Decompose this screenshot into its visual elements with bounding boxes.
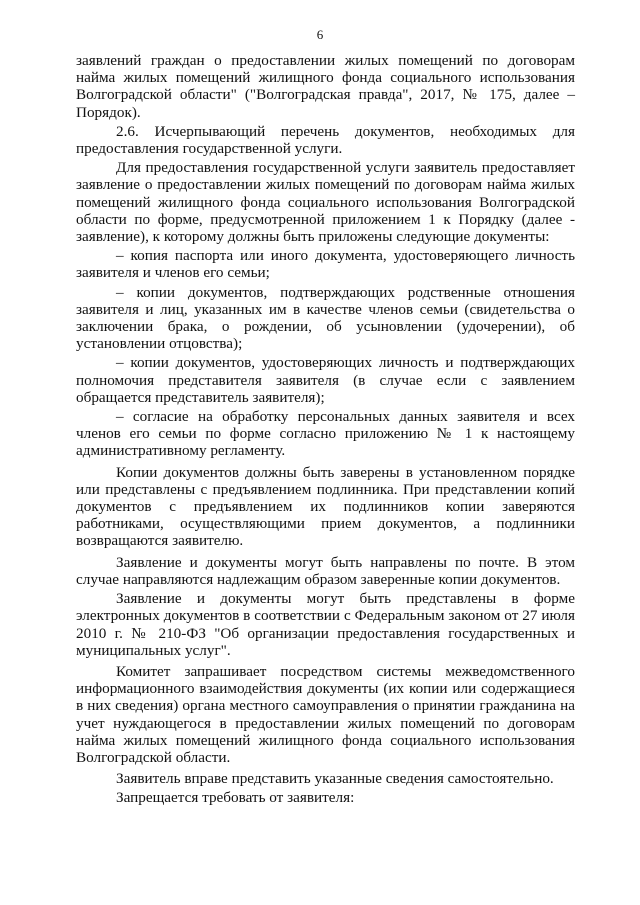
paragraph-postal-submission: Заявление и документы могут быть направлены по почте. В этом случае направляются надлежащим образом заверенные копии документов. (76, 553, 575, 588)
list-item-representative-documents: – копии документов, удостоверяющих личность и подтверждающих полномочия представителя заявителя (в случае если с заявлением обращается представитель заявителя); (76, 354, 575, 406)
document-body (76, 52, 575, 807)
list-item-personal-data-consent: – согласие на обработку персональных данных заявителя и всех членов его семьи по форме согласно приложению № 1 к настоящему административному регламенту. (76, 408, 575, 460)
paragraph-copy-certification: Копии документов должны быть заверены в установленном порядке или представлены с предъявлением подлинника. При представлении копий документов с предъявлением их подлинников копии заверяются работниками, осуществляющими прием документов, а подлинники возвращаются заявителю. (76, 463, 575, 550)
paragraph-self-submission: Заявитель вправе представить указанные сведения самостоятельно. (116, 770, 554, 788)
paragraph-interagency-request: Комитет запрашивает посредством системы межведомственного информационного взаимодействия документы (их копии или содержащиеся в них сведения) органа местного самоуправления о принятии гражданина на учет нуждающегося в предоставлении жилых помещений по договорам найма жилых помещений жилищного фонда социального использования Волгоградской области. (76, 662, 575, 766)
list-item-passport: – копия паспорта или иного документа, удостоверяющего личность заявителя и членов его семьи; (76, 247, 575, 282)
paragraph-prohibited-requirements: Запрещается требовать от заявителя: (116, 789, 355, 807)
page-number: 6 (316, 27, 324, 42)
list-item-kinship-documents: – копии документов, подтверждающих родственные отношения заявителя и лиц, указанных им в качестве членов семьи (свидетельства о заключении брака, о рождении, об усыновлении (удочерении), об установлении отцовства); (76, 283, 575, 353)
paragraph-application: Для предоставления государственной услуги заявитель предоставляет заявление о предоставлении жилых помещений по договорам найма жилых помещений жилищного фонда социального использования Волгоградской области по форме, предусмотренной приложением 1 к Порядку (далее - заявление), к которому должны быть приложены следующие документы: (76, 159, 575, 246)
section-2-6-heading: 2.6. Исчерпывающий перечень документов, необходимых для предоставления государственной услуги. (76, 122, 575, 158)
paragraph-order-reference: заявлений граждан о предоставлении жилых помещений по договорам найма жилых помещений жилищного фонда социального использования Волгоградской области" ("Волгоградская правда", 2017, № 175, далее – Порядок). (76, 52, 575, 121)
paragraph-electronic-submission: Заявление и документы могут быть представлены в форме электронных документов в соответствии с Федеральным законом от 27 июля 2010 г. № 210-ФЗ "Об организации предоставления государственных и муниципальных услуг". (76, 590, 575, 659)
